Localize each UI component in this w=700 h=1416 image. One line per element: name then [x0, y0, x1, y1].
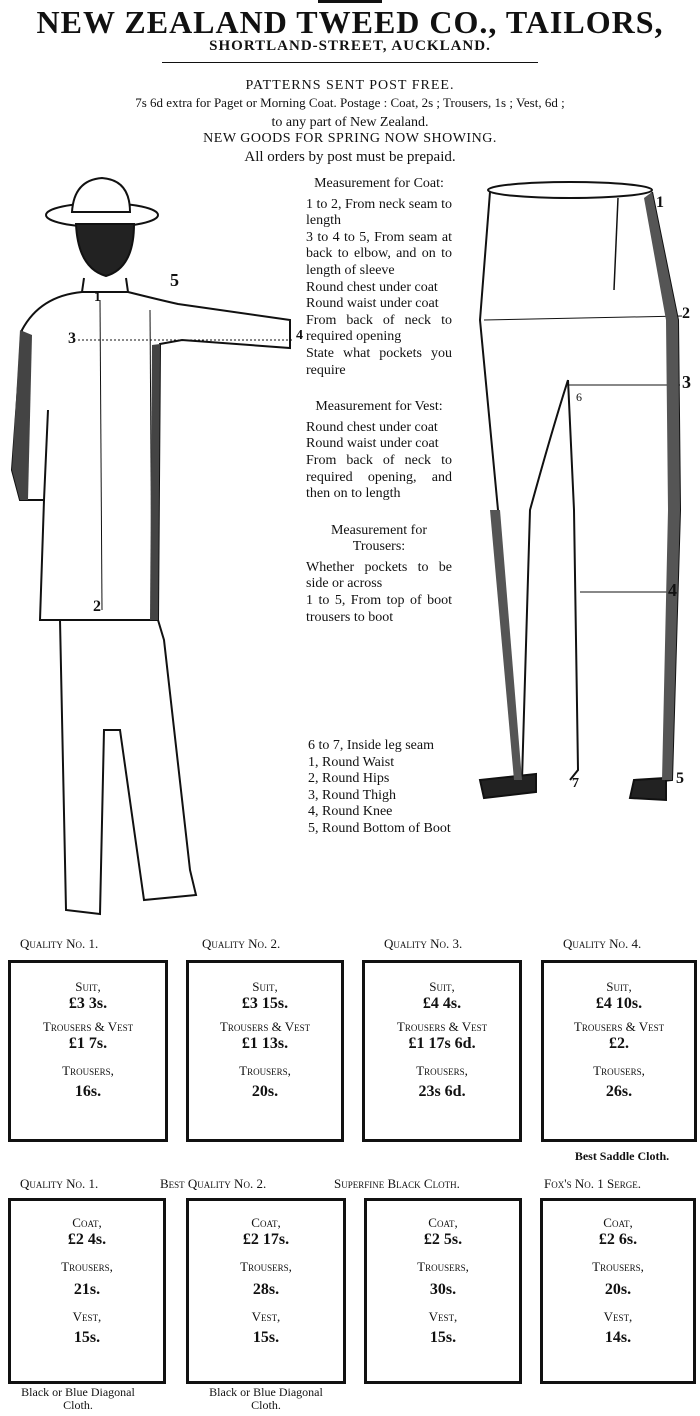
suit-price: £3 3s.: [68, 995, 108, 1012]
trousers-label: Trousers,: [416, 1063, 468, 1078]
suit-price-box-2: [186, 960, 344, 1142]
notice-patterns: PATTERNS SENT POST FREE.: [245, 78, 455, 93]
suit-label: Suit,: [75, 979, 101, 994]
vest-price: 15s.: [429, 1329, 457, 1346]
coat-price-box-4: [540, 1198, 696, 1384]
suit-price: £3 15s.: [241, 995, 289, 1012]
coat-measure-item: Round waist under coat: [306, 296, 439, 312]
vest-label: Vest,: [603, 1309, 633, 1324]
coat-label: Coat,: [428, 1215, 458, 1230]
coat-price-box-1: [8, 1198, 166, 1384]
trousers-measure-item: 1, Round Waist: [308, 754, 395, 770]
measurement-instructions: [306, 176, 452, 626]
suit-price-box-4: [541, 960, 697, 1142]
coat-figure-illustration: [0, 170, 300, 920]
suit-price: £4 4s.: [422, 995, 462, 1012]
vest-price: 15s.: [252, 1329, 280, 1346]
vest-price: 14s.: [604, 1329, 632, 1346]
trousers-label-6: 6: [576, 390, 582, 404]
coat-quality-heading-1: Quality No. 1.: [20, 1176, 99, 1191]
trousers-price: 20s.: [251, 1083, 279, 1100]
suit-label: Suit,: [252, 979, 278, 994]
vest-measure-item: Round waist under coat: [306, 436, 439, 452]
trousers-label-3: 3: [682, 372, 691, 392]
trousers-label-5: 5: [676, 770, 684, 787]
trousers-price: 23s 6d.: [418, 1083, 466, 1100]
vest-measure-item: Round chest under coat: [306, 419, 438, 435]
trousers-vest-price: £1 17s 6d.: [408, 1035, 476, 1052]
trousers-label: Trousers,: [592, 1259, 644, 1274]
coat-measure-item: Round chest under coat: [306, 279, 438, 295]
coat-quality-heading-2: Best Quality No. 2.: [160, 1176, 267, 1191]
trousers-measure-list: [308, 738, 518, 838]
coat-label: Coat,: [251, 1215, 281, 1230]
coat-label-2: 2: [93, 598, 101, 615]
coat-price: £2 17s.: [242, 1231, 290, 1248]
trousers-vest-price: £2.: [609, 1035, 629, 1052]
coat-price-box-2: [186, 1198, 346, 1384]
trousers-vest-label: Trousers & Vest: [219, 1019, 311, 1034]
top-rule: [318, 0, 382, 3]
coat-footnote-2: Black or Blue Diagonal Cloth.: [209, 1385, 323, 1412]
coat-measure-item: State what pockets you require: [306, 345, 452, 378]
coat-label-3: 3: [68, 330, 76, 347]
trousers-measure-item: Whether pockets to be side or across: [306, 559, 452, 592]
trousers-label-7: 7: [572, 776, 579, 791]
notice-postage: 7s 6d extra for Paget or Morning Coat. Postage : Coat, 2s ; Trousers, 1s ; Vest, 6d ;: [135, 95, 565, 110]
suit-price: £4 10s.: [595, 995, 643, 1012]
trousers-vest-price: £1 13s.: [241, 1035, 289, 1052]
trousers-vest-label: Trousers & Vest: [573, 1019, 665, 1034]
coat-label-1: 1: [94, 290, 101, 305]
trousers-label: Trousers,: [593, 1063, 645, 1078]
coat-price: £2 5s.: [423, 1231, 463, 1248]
trousers-label-1: 1: [656, 194, 664, 211]
vest-measure-item: From back of neck to required opening, and then on to length: [306, 452, 452, 502]
trousers-label: Trousers,: [417, 1259, 469, 1274]
notice-region: to any part of New Zealand.: [271, 115, 429, 130]
suit-quality-heading-4: Quality No. 4.: [563, 936, 642, 951]
advert-address: SHORTLAND-STREET, AUCKLAND.: [209, 38, 491, 54]
coat-measure-item: From back of neck to required opening: [306, 312, 452, 345]
trousers-price: 16s.: [74, 1083, 102, 1100]
trousers-measure-item: 4, Round Knee: [308, 804, 393, 820]
coat-label-4: 4: [296, 328, 303, 343]
trousers-measure-item: 3, Round Thigh: [308, 787, 397, 803]
vest-measure-heading: Measurement for Vest:: [315, 399, 443, 415]
coat-price: £2 4s.: [67, 1231, 107, 1248]
vest-price: 15s.: [73, 1329, 101, 1346]
suit-label: Suit,: [606, 979, 632, 994]
trousers-label: Trousers,: [61, 1259, 113, 1274]
suit-quality-heading-3: Quality No. 3.: [384, 936, 463, 951]
coat-footnote-1: Black or Blue Diagonal Cloth.: [21, 1385, 135, 1412]
trousers-measure-item: 2, Round Hips: [308, 771, 390, 787]
trousers-label: Trousers,: [239, 1063, 291, 1078]
coat-quality-heading-4: Fox's No. 1 Serge.: [544, 1176, 641, 1191]
notice-prepaid: All orders by post must be prepaid.: [244, 149, 456, 165]
trousers-measure-item: 5, Round Bottom of Boot: [308, 820, 451, 836]
trousers-measure-item: 1 to 5, From top of boot trousers to boot: [306, 593, 452, 625]
suit-price-box-1: [8, 960, 168, 1142]
trousers-label: Trousers,: [240, 1259, 292, 1274]
trousers-vest-label: Trousers & Vest: [42, 1019, 134, 1034]
trousers-label-4: 4: [668, 580, 677, 600]
trousers-label: Trousers,: [62, 1063, 114, 1078]
suit-label: Suit,: [429, 979, 455, 994]
trousers-price: 21s.: [73, 1281, 101, 1298]
trousers-price: 30s.: [429, 1281, 457, 1298]
coat-label: Coat,: [603, 1215, 633, 1230]
trousers-label-2: 2: [682, 305, 690, 322]
advert-title: NEW ZEALAND TWEED CO., TAILORS,: [36, 4, 664, 40]
coat-price: £2 6s.: [598, 1231, 638, 1248]
trousers-vest-label: Trousers & Vest: [396, 1019, 488, 1034]
coat-quality-heading-3: Superfine Black Cloth.: [334, 1176, 460, 1191]
vest-label: Vest,: [251, 1309, 281, 1324]
trousers-price: 28s.: [252, 1281, 280, 1298]
trousers-measure-heading: Measurement for Trousers:: [330, 522, 428, 555]
trousers-measure-item: 6 to 7, Inside leg seam: [308, 738, 434, 753]
trousers-price: 20s.: [604, 1281, 632, 1298]
suit-price-box-3: [362, 960, 522, 1142]
suit-quality-heading-1: Quality No. 1.: [20, 936, 99, 951]
coat-measure-item: 3 to 4 to 5, From seam at back to elbow, and on to length of sleeve: [306, 229, 452, 278]
coat-label-5: 5: [170, 270, 179, 290]
coat-measure-item: 1 to 2, From neck seam to length: [306, 196, 452, 229]
coat-label: Coat,: [72, 1215, 102, 1230]
vest-label: Vest,: [72, 1309, 102, 1324]
trousers-vest-price: £1 7s.: [68, 1035, 108, 1052]
notice-spring: NEW GOODS FOR SPRING NOW SHOWING.: [203, 131, 497, 146]
trousers-figure-illustration: [440, 180, 700, 820]
suit-footnote-4: Best Saddle Cloth.: [574, 1149, 670, 1163]
coat-price-box-3: [364, 1198, 522, 1384]
header-rule: [162, 62, 538, 63]
coat-measure-heading: Measurement for Coat:: [314, 176, 444, 191]
trousers-price: 26s.: [605, 1083, 633, 1100]
suit-quality-heading-2: Quality No. 2.: [202, 936, 281, 951]
vest-label: Vest,: [428, 1309, 458, 1324]
